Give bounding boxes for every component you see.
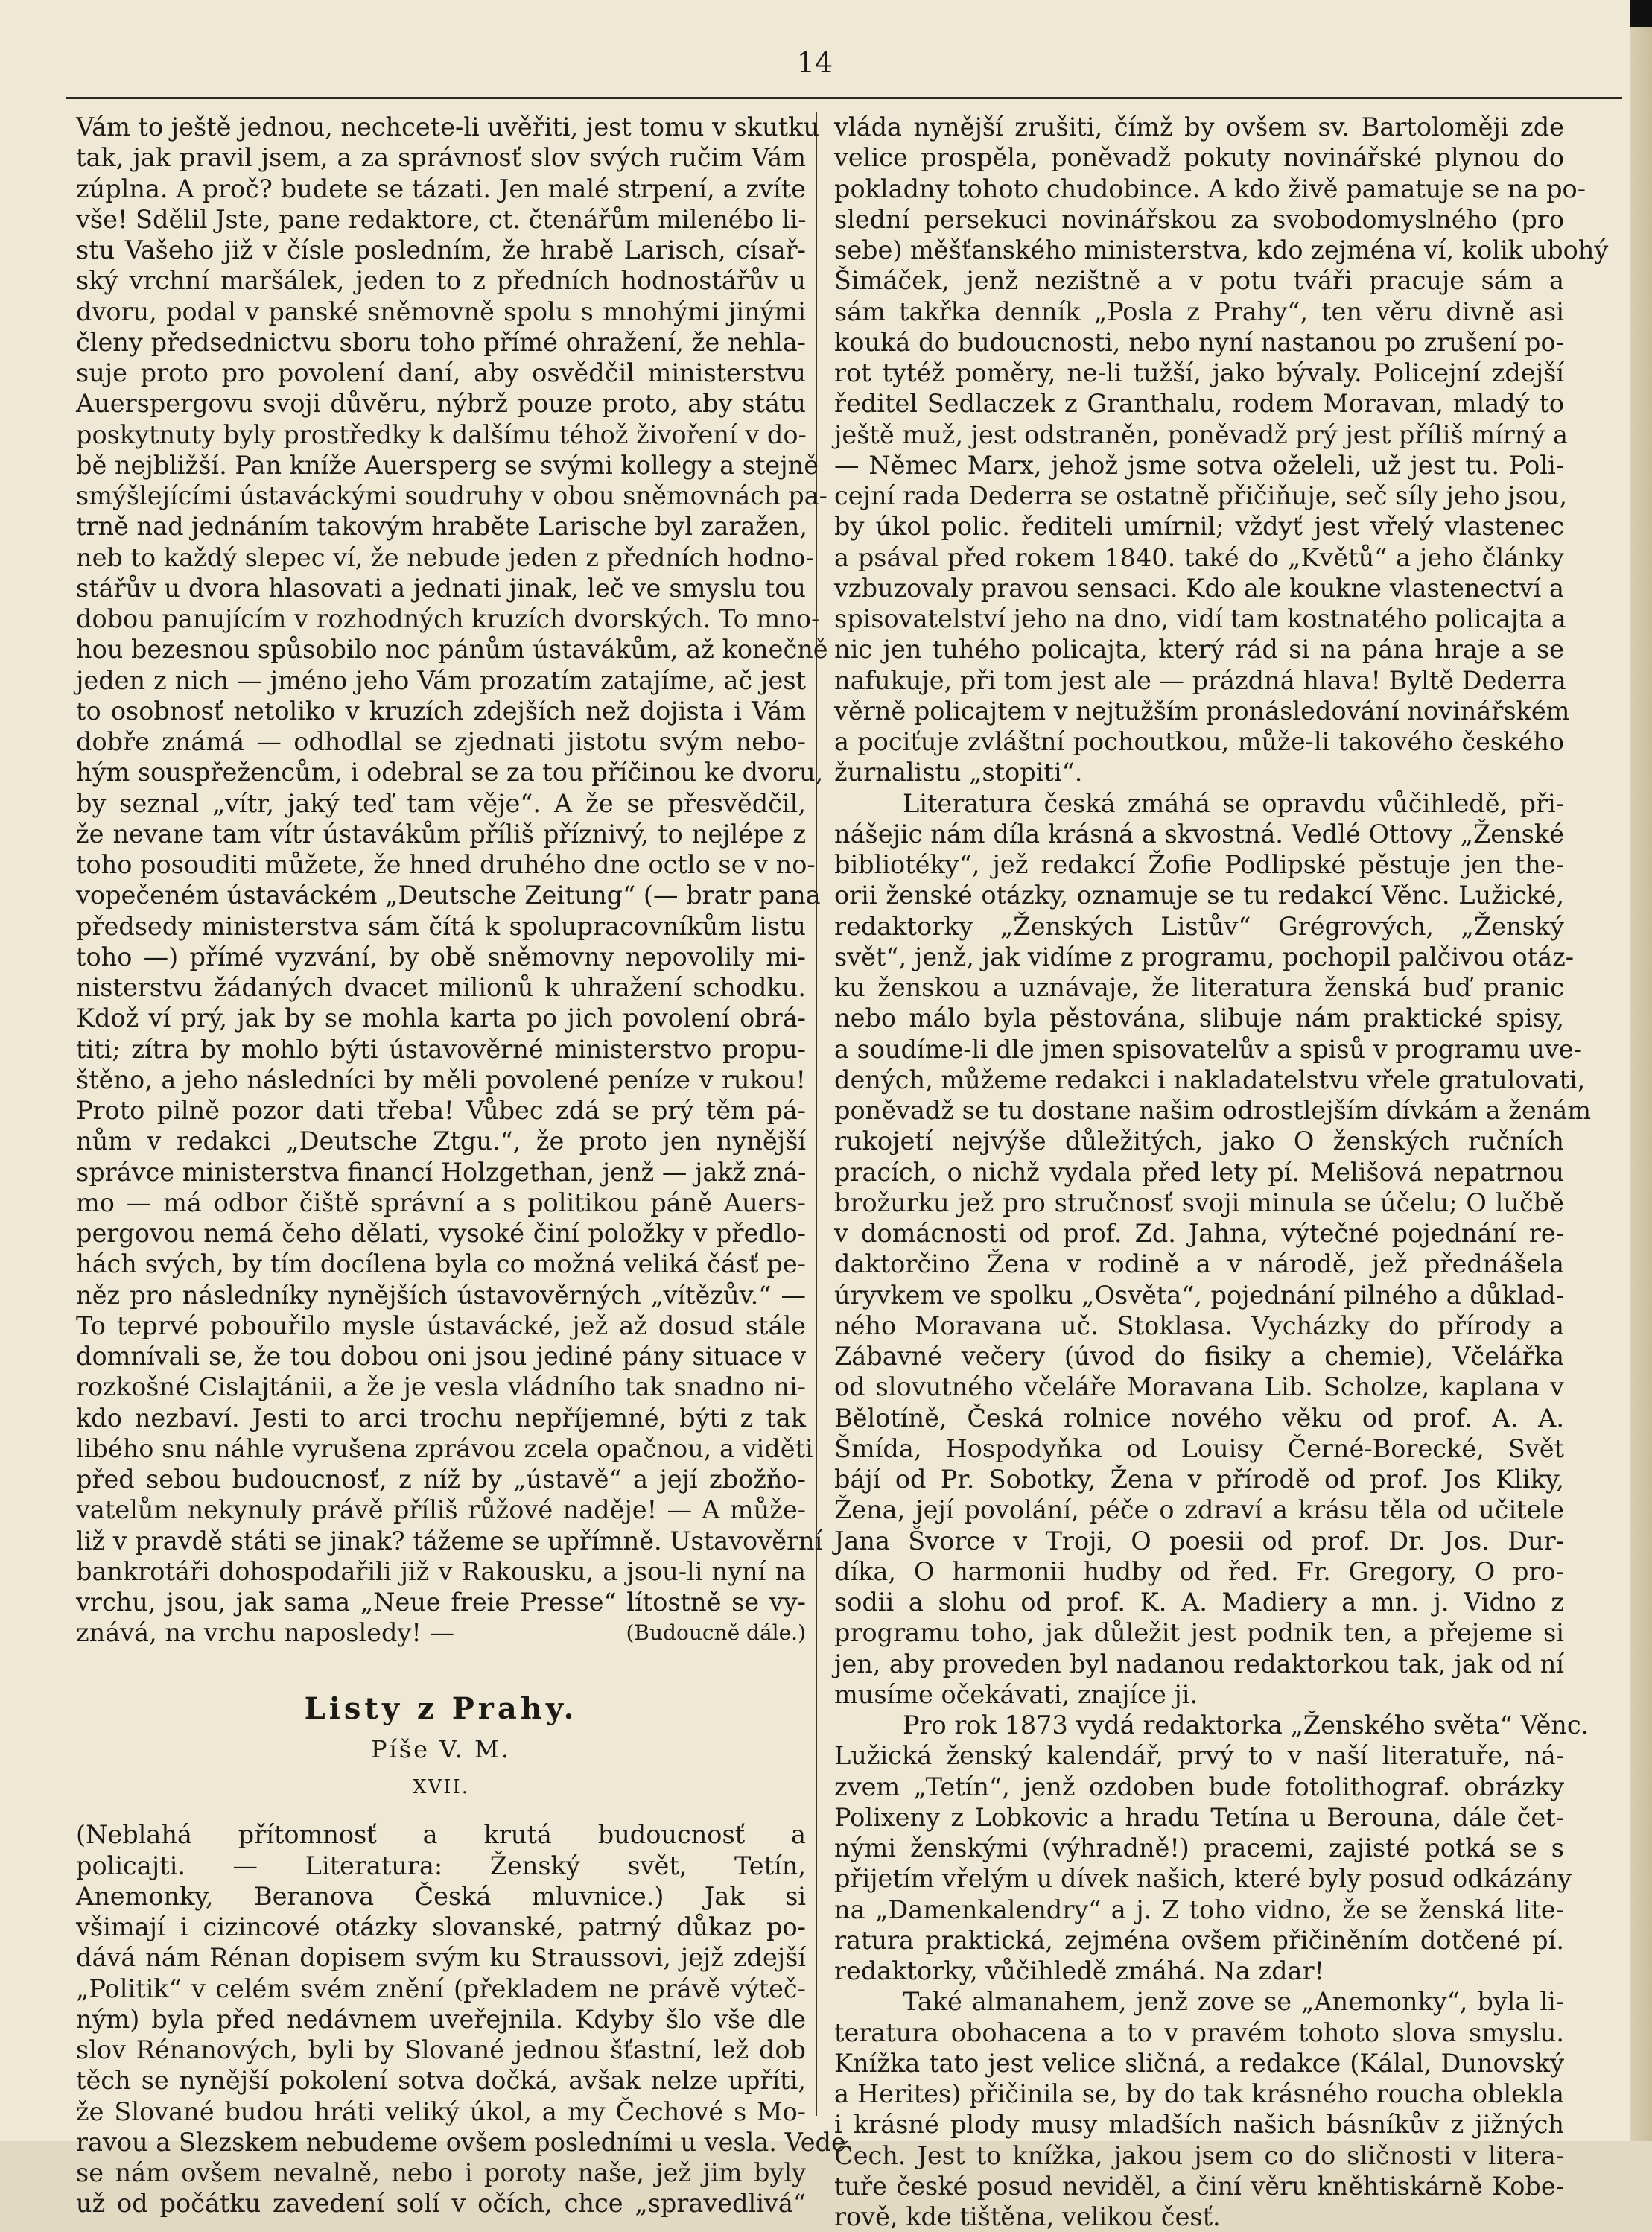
text-line	[834, 1617, 1564, 1648]
text-line	[834, 1034, 1582, 1065]
text-line	[834, 1556, 1564, 1587]
text-line	[76, 1249, 806, 1279]
page-corner	[1630, 0, 1652, 27]
line-text: neb to každý slepec ví, že nebude jeden z předních hodno-	[76, 542, 814, 572]
line-text: rukojetí nejvýše důležitých, jako O ženských ručních	[834, 1126, 1564, 1156]
line-text: sám takřka denník „Posla z Prahy“, ten věru divně asi	[834, 297, 1564, 326]
text-line	[834, 1833, 1564, 1863]
line-text: spisovatelství jeho na dno, vidí tam kostnatého policajta a	[834, 604, 1566, 633]
line-text: Literatura česká zmáhá se opravdu vůčihledě, při-	[903, 788, 1564, 818]
line-text: na „Damenkalendry“ a j. Z toho vidno, že se ženská lite-	[834, 1895, 1564, 1924]
line-text: suje proto pro povolení daní, aby osvědčil ministerstvu	[76, 358, 806, 387]
right-column-text	[834, 112, 1609, 2232]
line-text: nafukuje, při tom jest ale — prázdná hlava! Byltě Dederra	[834, 665, 1566, 695]
article-part: XVII.	[412, 1776, 470, 1798]
line-text: členy předsednictvu sboru toho přímé ohražení, že nehla-	[76, 327, 806, 357]
line-text: ným) byla před nedávnem uveřejnila. Kdyby šlo vše dle	[76, 2004, 806, 2034]
text-line	[834, 2048, 1564, 2079]
text-line	[834, 1341, 1564, 1372]
line-text: nic jen tuhého policajta, který rád si na pána hraje a se	[834, 635, 1564, 665]
line-text: libého snu náhle vyrušena zprávou zcela opačnou, a viděti	[76, 1433, 813, 1463]
line-text: správce ministerstva financí Holzgethan, jenž — jakž zná-	[76, 1157, 807, 1187]
line-text: domnívali se, že tou dobou oni jsou jediné pány situace v	[76, 1342, 806, 1371]
text-line	[834, 972, 1564, 1003]
text-line	[76, 757, 824, 787]
text-line	[76, 204, 806, 235]
text-line	[834, 1280, 1564, 1310]
text-line	[76, 2188, 806, 2219]
line-text: a soudíme-li dle jmen spisovatelův a spisů v programu uve-	[834, 1034, 1582, 1064]
text-line	[834, 1802, 1564, 1833]
text-line	[76, 1617, 806, 1648]
line-text: liž v pravdě státi se jinak? tážeme se upřímně. Ustavověrní	[76, 1526, 823, 1556]
line-text: hách svých, by tím docílena byla co možná veliká čásť pe-	[76, 1249, 806, 1279]
line-text: trně nad jednáním takovým hraběte Larische byl zaražen,	[76, 512, 808, 542]
text-line	[76, 696, 806, 726]
text-line	[834, 450, 1564, 481]
line-text: Šmída, Hospodyňka od Louisy Černé-Borecké, Svět	[834, 1433, 1564, 1463]
text-line	[76, 2004, 806, 2035]
text-line	[76, 481, 827, 511]
text-line	[76, 1851, 806, 1881]
text-line	[834, 327, 1564, 358]
text-line	[76, 942, 806, 972]
line-text: by seznal „vítr, jaký teď tam věje“. A že se přesvědčil,	[76, 788, 806, 818]
text-line	[834, 1126, 1564, 1156]
line-text: Zábavné večery (úvod do fisiky a chemie), Včelářka	[834, 1342, 1564, 1371]
line-text: vatelům nekynuly právě příliš růžové naděje! — A může-	[76, 1495, 806, 1525]
text-line	[834, 1403, 1564, 1433]
column-divider	[816, 112, 817, 2116]
line-text: pokladny tohoto chudobince. A kdo živě pamatuje se na po-	[834, 174, 1586, 203]
text-line	[76, 358, 806, 388]
line-text: v domácnosti od prof. Zd. Jahna, výtečné pojednání re-	[834, 1219, 1564, 1248]
line-text: rozkošné Cislajtánii, a že je vesla vládního tak snadno ni-	[76, 1372, 806, 1402]
text-line	[76, 1003, 806, 1033]
line-text: ku ženskou a uznávaje, že literatura ženská buď pranic	[834, 973, 1564, 1002]
line-text: Vám to ještě jednou, nechcete-li uvěřiti, jest tomu v skutku	[76, 112, 820, 142]
text-line	[834, 142, 1564, 173]
text-line	[834, 204, 1564, 235]
text-line	[76, 1310, 806, 1341]
text-line	[76, 634, 828, 665]
text-line	[76, 665, 806, 696]
line-text: poněvadž se tu dostane našim odrostlejším dívkám a ženám	[834, 1096, 1592, 1125]
text-line	[76, 1973, 806, 2004]
line-text: ratura praktická, zejména ovšem přičiněním dotčené pí.	[834, 1925, 1564, 1955]
line-text: dobou panujícím v rozhodných kruzích dvorských. To mno-	[76, 604, 820, 633]
text-line	[834, 788, 1564, 819]
line-text: přijetím vřelým u dívek našich, které byly posud odkázány	[834, 1864, 1572, 1894]
line-text: Polixeny z Lobkovic a hradu Tetína u Berouna, dále čet-	[834, 1802, 1564, 1832]
line-text: se nám ovšem nevalně, nebo i poroty naše, jež jim byly	[76, 2158, 806, 2187]
line-text: od slovutného včeláře Moravana Lib. Scholze, kaplana v	[834, 1372, 1564, 1402]
line-text: orii ženské otázky, oznamuje se tu redakcí Věnc. Lužické,	[834, 881, 1564, 910]
text-line	[76, 1341, 806, 1372]
line-text: vláda nynější zrušiti, čímž by ovšem sv. Bartoloměji zde	[834, 112, 1564, 142]
line-text: díka, O harmonii hudby od řed. Fr. Gregory, O pro-	[834, 1556, 1564, 1586]
line-text: rově, kde tištěna, velikou česť.	[834, 2202, 1221, 2231]
text-line	[834, 265, 1564, 296]
line-text: vše! Sdělil Jste, pane redaktore, ct. čtenářům milenébo li-	[76, 204, 807, 234]
text-line	[834, 942, 1575, 972]
line-text: toho —) přímé vyzvání, by obě sněmovny nepovolily mi-	[76, 942, 806, 971]
article-title: Listy z Prahy.	[304, 1690, 578, 1726]
line-text: dených, můžeme redakci i nakladatelstvu vřele gratulovati,	[834, 1065, 1586, 1094]
line-text: Auerspergovu svoji důvěru, nýbrž pouze proto, aby státu	[76, 389, 806, 419]
line-text: Kdož ví prý, jak by se mohla karta po jich povolení obrá-	[76, 1004, 806, 1033]
line-text: bibliotéky“, jež redakcí Žofie Podlipské pěstuje jen the-	[834, 850, 1564, 879]
line-text: Jana Švorce v Troji, O poesii od prof. Dr. Jos. Dur-	[834, 1526, 1564, 1556]
text-line	[834, 481, 1568, 511]
text-line	[76, 450, 819, 481]
line-text: pergovou nemá čeho dělati, vysoké činí položky v předlo-	[76, 1219, 806, 1248]
text-line	[834, 2079, 1564, 2109]
text-line	[834, 1157, 1564, 1188]
text-line	[834, 1710, 1589, 1740]
text-line	[834, 1649, 1564, 1679]
line-text: vrchu, jsou, jak sama „Neue freie Presse“ lítostně se vy-	[76, 1588, 806, 1617]
text-line	[834, 880, 1564, 910]
line-text: Lužická ženský kalendář, prvý to v naší literatuře, ná-	[834, 1741, 1564, 1771]
text-line	[76, 1372, 806, 1402]
text-line	[834, 665, 1564, 696]
text-line	[76, 174, 806, 204]
line-text: (Neblahá přítomnosť a krutá budoucnosť a	[76, 1820, 806, 1850]
line-text: sodii a slohu od prof. K. A. Madiery a mn. j. Vidno z	[834, 1588, 1564, 1617]
line-text: ský vrchní maršálek, jeden to z předních hodnostářův u	[76, 266, 806, 296]
line-text: svět“, jenž, jak vidíme z programu, pochopil palčivou otáz-	[834, 942, 1575, 971]
line-text: Také almanahem, jenž zove se „Anemonky“, byla li-	[903, 1987, 1564, 2017]
text-line	[76, 1218, 806, 1249]
text-line	[76, 819, 806, 849]
line-text: poskytnuty byly prostředky k dalšímu téhož živoření v do-	[76, 419, 807, 449]
text-line	[834, 1679, 1564, 1710]
line-text: nebo málo byla pěstována, slibuje nám praktické spisy,	[834, 1004, 1564, 1033]
line-text: programu toho, jak důležit jest podnik ten, a přejeme si	[834, 1618, 1564, 1648]
line-text: mo — má odbor čiště správní a s politikou páně Auers-	[76, 1188, 806, 1217]
line-text: teratura obohacena a to v pravém tohoto slova smyslu.	[834, 2017, 1564, 2047]
line-text: nisterstvu žádaných dvacet milionů k uhražení schodku.	[76, 973, 806, 1002]
text-line	[834, 911, 1564, 942]
line-text: daktorčino Žena v rodině a v národě, jež přednášela	[834, 1249, 1564, 1279]
line-text: nášejic nám díla krásná a skvostná. Vedlé Ottovy „Ženské	[834, 819, 1564, 849]
line-text: ředitel Sedlaczek z Granthalu, rodem Moravan, mladý to	[834, 389, 1564, 419]
line-text: Anemonky, Beranova Česká mluvnice.) Jak si	[76, 1881, 806, 1911]
text-line	[76, 142, 806, 173]
line-text: hým souspřežencům, i odebral se za tou příčinou ke dvoru,	[76, 758, 824, 787]
text-line	[76, 603, 820, 634]
text-line	[834, 726, 1564, 757]
left-column-text-bottom	[76, 1819, 846, 2219]
text-line	[834, 2109, 1564, 2140]
text-line	[76, 511, 806, 542]
line-text: rot tytéž poměry, ne-li tužší, jako bývaly. Policejní zdejší	[834, 358, 1564, 387]
text-line	[834, 235, 1609, 265]
text-line	[834, 1065, 1586, 1095]
line-text: těch se nynější pokolení sotva dočká, avšak nelze upříti,	[76, 2066, 806, 2096]
line-text: ještě muž, jest odstraněn, poněvadž prý jest příliš mírný a	[834, 419, 1568, 449]
text-line	[76, 911, 806, 942]
text-line	[834, 634, 1564, 665]
text-line	[834, 1218, 1564, 1249]
text-line	[834, 2171, 1564, 2201]
line-text: slov Rénanových, byli by Slované jednou šťastní, lež dob	[76, 2035, 806, 2064]
line-text: velice prospěla, poněvadž pokuty novinářské plynou do	[834, 143, 1564, 173]
text-line	[834, 1986, 1564, 2017]
right-column	[834, 112, 1609, 2232]
line-text: musíme očekávati, znajíce ji.	[834, 1679, 1198, 1709]
line-text: stu Vašeho již v čísle posledním, že hrabě Larisch, císař-	[76, 235, 806, 264]
text-line	[834, 849, 1564, 880]
text-line	[834, 511, 1564, 542]
line-text: nými ženskými (výhradně!) pracemi, zajisté potká se s	[834, 1833, 1564, 1862]
text-line	[834, 696, 1570, 726]
line-text: jeden z nich — jméno jeho Vám prozatím zatajíme, ač jest	[76, 665, 806, 695]
text-line	[76, 1065, 806, 1095]
text-line	[834, 2201, 1564, 2232]
line-text: ravou a Slezskem nebudeme ovšem posledními u vesla. Vede	[76, 2127, 846, 2157]
line-text: předsedy ministerstva sám čítá k spolupracovníkům listu	[76, 911, 806, 941]
line-text: a pociťuje zvláštní pochoutkou, může-li takového českého	[834, 727, 1564, 756]
text-line	[76, 1556, 806, 1587]
line-text: něz pro následníky nynějších ústavověrných „vítězův.“ —	[76, 1280, 806, 1310]
line-text: jen, aby proveden byl nadanou redaktorkou tak, jak od ní	[834, 1649, 1564, 1678]
line-text: a Herites) přičinila se, by do tak krásného roucha oblekla	[834, 2079, 1564, 2108]
line-text: to osobnosť netoliko v kruzích zdejších než dojista i Vám	[76, 696, 806, 726]
text-line	[834, 2140, 1564, 2171]
line-text: toho posouditi můžete, že hned druhého dne octlo se v no-	[76, 850, 816, 879]
text-line	[76, 726, 806, 757]
text-line	[834, 358, 1564, 388]
text-line	[76, 2065, 806, 2096]
line-text: zvem „Tetín“, jenž ozdoben bude fotolithograf. obrázky	[834, 1772, 1564, 1801]
line-text: policajti. — Literatura: Ženský svět, Tetín,	[76, 1851, 806, 1880]
line-text: — Němec Marx, jehož jsme sotva oželeli, už jest tu. Poli-	[834, 450, 1564, 480]
line-text: To teprvé pobouřilo mysle ústavácké, jež až dosud stále	[76, 1310, 806, 1340]
line-text: tak, jak pravil jsem, a za správnosť slov svých ručim Vám	[76, 143, 806, 173]
line-text: před sebou budoucnosť, z níž by „ústavě“ a její zbožňo-	[76, 1465, 806, 1494]
text-line	[834, 174, 1586, 204]
article-author: Píše V. M.	[370, 1734, 512, 1763]
line-text: Bělotíně, Česká rolnice nového věku od prof. A. A.	[834, 1403, 1564, 1433]
text-line	[834, 1249, 1564, 1279]
text-line	[834, 1772, 1564, 1802]
page-number: 14	[796, 46, 833, 79]
line-text: redaktorky „Ženských Listův“ Grégrových, „Ženský	[834, 911, 1564, 941]
text-line	[76, 1280, 806, 1310]
line-text: a psával před rokem 1840. také do „Květů“ a jeho články	[834, 542, 1564, 572]
line-text: Čech. Jest to knížka, jakou jsem co do sličnosti v litera-	[834, 2140, 1564, 2170]
line-text: bě nejbližší. Pan kníže Auersperg se svými kollegy a stejně	[76, 450, 819, 480]
text-line	[834, 1433, 1564, 1464]
line-text: hou bezesnou spůsobilo noc pánům ústavákům, až konečně	[76, 635, 828, 665]
line-text: slední persekuci novinářskou za svobodomyslného (pro	[834, 204, 1564, 234]
text-line	[76, 1526, 823, 1556]
line-text: Šimáček, jenž nezištně a v potu tváři pracuje sám a	[834, 266, 1564, 296]
line-text: Žena, její povolání, péče o zdraví a krásu těla od učitele	[834, 1495, 1564, 1525]
line-text: vopečeném ústaváckém „Deutsche Zeitung“ (— bratr pana	[76, 881, 821, 910]
line-text: i krásné plody musy mladších našich básníkův z jižných	[834, 2110, 1564, 2140]
text-line	[76, 112, 820, 142]
text-line	[834, 1372, 1564, 1402]
left-column	[76, 112, 846, 2219]
line-text: tuře české posud neviděl, a činí věru kněhtiskárně Kobe-	[834, 2171, 1564, 2201]
text-line	[834, 573, 1564, 603]
text-line	[76, 573, 806, 603]
header-rule	[66, 97, 1622, 99]
line-text: redaktorky, vůčihledě zmáhá. Na zdar!	[834, 1956, 1324, 1985]
line-text: už od počátku zavedení solí v očích, chce „spravedlivá“	[76, 2189, 806, 2219]
text-line	[834, 1863, 1572, 1894]
text-line	[834, 1095, 1592, 1126]
continuation-note: (Budoucně dále.)	[626, 1620, 806, 1646]
text-line	[76, 1942, 806, 1973]
text-line	[834, 757, 1564, 787]
left-column-text-top	[76, 112, 828, 1649]
text-line	[834, 1740, 1564, 1771]
line-text: dobře známá — odhodlal se zjednati jistotu svým nebo-	[76, 727, 806, 756]
text-line	[76, 388, 806, 419]
text-line	[76, 1188, 806, 1218]
text-line	[834, 388, 1564, 419]
text-line	[76, 972, 806, 1003]
line-text: nům v redakci „Deutsche Ztgu.“, že proto jen nynější	[76, 1126, 806, 1156]
text-line	[76, 1157, 806, 1188]
text-line	[834, 2017, 1564, 2048]
text-line	[76, 2158, 806, 2188]
text-line	[76, 2127, 846, 2158]
line-text: pracích, o nichž vydala před lety pí. Melišová nepatrnou	[834, 1157, 1564, 1187]
text-line	[76, 1403, 806, 1433]
text-line	[76, 1126, 806, 1156]
line-text: bájí od Pr. Sobotky, Žena v přírodě od prof. Jos Kliky,	[834, 1465, 1564, 1494]
text-line	[834, 1526, 1564, 1556]
text-line	[76, 1819, 806, 1850]
text-line	[76, 265, 806, 296]
line-text: smýšlejícími ústaváckými soudruhy v obou sněmovnách pa-	[76, 481, 827, 510]
text-line	[834, 419, 1568, 450]
line-text: by úkol polic. řediteli umírnil; vždyť jest vřelý vlastenec	[834, 512, 1564, 542]
page-edge	[1630, 0, 1652, 2141]
text-line	[834, 1956, 1564, 1986]
text-line	[76, 1912, 806, 1942]
text-line	[76, 1587, 806, 1617]
text-line	[834, 1494, 1564, 1525]
line-text: dvoru, podal v panské sněmovně spolu s mnohými jinými	[76, 297, 806, 326]
text-line	[76, 2096, 806, 2127]
text-line	[76, 2035, 806, 2065]
text-line	[76, 1464, 806, 1494]
line-text: že Slované budou hráti veliký úkol, a my Čechové s Mo-	[76, 2096, 806, 2126]
text-line	[834, 542, 1564, 573]
line-text: „Politik“ v celém svém znění (překladem ne právě výteč-	[76, 1973, 806, 2003]
text-line	[76, 327, 806, 358]
text-line	[76, 1034, 806, 1065]
line-text: úryvkem ve spolku „Osvěta“, pojednání pilného a důklad-	[834, 1280, 1564, 1310]
text-line	[76, 1881, 806, 1912]
text-line	[834, 819, 1564, 849]
text-line	[76, 235, 806, 265]
text-line	[76, 880, 821, 910]
text-line	[76, 1095, 806, 1126]
text-line	[834, 1003, 1564, 1033]
text-line	[76, 297, 806, 327]
line-text: stářův u dvora hlasovati a jednati jinak, leč ve smyslu tou	[76, 573, 806, 603]
text-line	[834, 1895, 1564, 1925]
line-text: věrně policajtem v nejtužším pronásledování novinářském	[834, 696, 1570, 726]
line-text: dává nám Rénan dopisem svým ku Straussovi, jejž zdejší	[76, 1943, 806, 1973]
text-line	[834, 1925, 1564, 1956]
line-text: kouká do budoucnosti, nebo nyní nastanou po zrušení po-	[834, 327, 1564, 357]
line-text: kdo nezbaví. Jesti to arci trochu nepříjemné, býti z tak	[76, 1403, 806, 1433]
line-text: všimají i cizincové otázky slovanské, patrný důkaz po-	[76, 1912, 806, 1941]
line-text: titi; zítra by mohlo býti ústavověrné ministerstvo propu-	[76, 1034, 806, 1064]
text-line	[834, 112, 1564, 142]
text-line	[834, 1310, 1564, 1341]
text-line	[76, 1433, 813, 1464]
line-text: sebe) měšťanského ministerstva, kdo zejména ví, kolik ubohý	[834, 235, 1609, 264]
line-text: vzbuzovaly pravou sensaci. Kdo ale koukne vlastenectví a	[834, 573, 1564, 603]
line-text: Proto pilně pozor dati třeba! Vůbec zdá se prý těm pá-	[76, 1096, 806, 1125]
line-text: Pro rok 1873 vydá redaktorka „Ženského světa“ Věnc.	[903, 1711, 1589, 1740]
text-line	[834, 1587, 1564, 1617]
line-text: znává, na vrchu naposledy! —	[76, 1618, 454, 1648]
line-text: žurnalistu „stopiti“.	[834, 758, 1083, 787]
text-line	[76, 542, 814, 573]
line-text: že nevane tam vítr ústavákům příliš příznivý, to nejlépe z	[76, 819, 806, 849]
text-line	[76, 788, 806, 819]
line-text: cejní rada Dederra se ostatně přičiňuje, seč síly jeho jsou,	[834, 481, 1568, 510]
text-line	[834, 297, 1564, 327]
text-line	[834, 603, 1564, 634]
line-text: brožurku jež pro stručnosť svoji minula se účelu; O lučbě	[834, 1188, 1564, 1217]
line-text: Knížka tato jest velice sličná, a redakce (Kálal, Dunovský	[834, 2048, 1564, 2078]
line-text: zúplna. A proč? budete se tázati. Jen malé strpení, a zvíte	[76, 174, 806, 203]
text-line	[834, 1188, 1564, 1218]
text-line	[76, 1494, 806, 1525]
line-text: ného Moravana uč. Stoklasa. Vycházky do přírody a	[834, 1310, 1564, 1340]
text-line	[834, 1464, 1564, 1494]
text-line	[76, 419, 806, 450]
text-line	[76, 849, 816, 880]
line-text: bankrotáři dohospodařili již v Rakousku, a jsou-li nyní na	[76, 1556, 806, 1586]
line-text: štěno, a jeho následníci by měli povolené peníze v rukou!	[76, 1065, 806, 1094]
